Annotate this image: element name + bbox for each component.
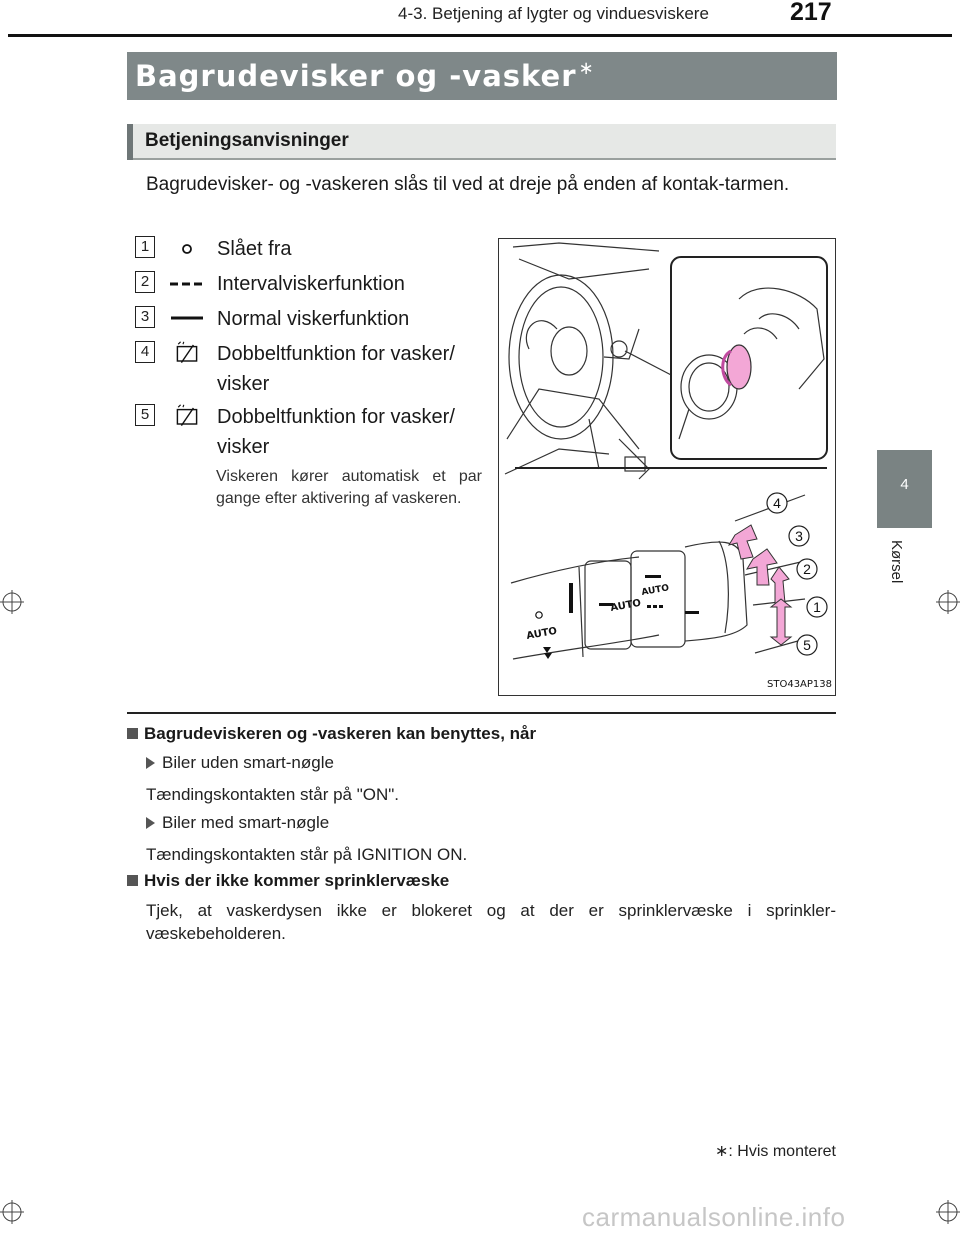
lever-auto-label: AUTO — [525, 625, 558, 642]
figure-code: STO43AP138 — [767, 679, 833, 690]
note-heading: Bagrudeviskeren og -vaskeren kan benyttes, når — [127, 724, 536, 744]
crop-mark-icon — [936, 1200, 960, 1224]
note-text: Tændingskontakten står på "ON". — [146, 785, 400, 804]
item-number-badge: 3 — [135, 306, 155, 328]
crop-mark-icon — [0, 590, 24, 614]
callout-label: 5 — [803, 637, 811, 653]
direction-arrows — [729, 525, 791, 645]
note-heading: Hvis der ikke kommer sprinklervæske — [127, 871, 449, 891]
crop-mark-icon — [936, 590, 960, 614]
dashed-line-icon — [167, 271, 207, 295]
subheader-label: Betjeningsanvisninger — [145, 130, 349, 151]
triangle-bullet-icon — [146, 817, 155, 829]
item-label: Slået fra — [217, 238, 292, 260]
section-title-bar — [127, 52, 837, 100]
lever-auto-label: AUTO — [640, 583, 670, 598]
solid-line-icon — [167, 306, 207, 330]
square-bullet-icon — [127, 728, 138, 739]
intro-text: Bagrudevisker- og -vaskeren slås til ved at dreje på enden af kontak-tarmen. — [146, 174, 790, 195]
item-label: Normal viskerfunktion — [217, 308, 410, 330]
page-number: 217 — [790, 0, 832, 26]
illustration-svg — [499, 239, 835, 695]
note-text: Tændingskontakten står på IGNITION ON. — [146, 845, 468, 864]
footnote: ∗: Hvis monteret — [715, 1143, 836, 1160]
subheader-bar — [127, 124, 836, 160]
wiper-lever-illustration — [498, 238, 836, 696]
steering-wheel-drawing — [505, 243, 675, 479]
callout-label: 4 — [773, 495, 781, 511]
item-number-badge: 1 — [135, 236, 155, 258]
callout-label: 3 — [795, 528, 803, 544]
item-note: Viskeren kører automatisk et par gange efter aktivering af vaskeren. — [216, 468, 482, 507]
chapter-title: 4-3. Betjening af lygter og vinduesviskere — [398, 4, 709, 23]
washer-wiper-icon — [167, 341, 207, 365]
list-item — [135, 404, 475, 464]
chapter-side-tab — [877, 450, 932, 528]
lever-auto-label: AUTO — [609, 597, 642, 614]
optional-mark: ∗ — [578, 58, 595, 79]
callout-label: 2 — [803, 561, 811, 577]
watermark: carmanualsonline.info — [582, 1202, 846, 1232]
square-bullet-icon — [127, 875, 138, 886]
condition-item: Biler uden smart-nøgle — [146, 753, 334, 773]
triangle-bullet-icon — [146, 757, 155, 769]
item-label: Intervalviskerfunktion — [217, 273, 405, 295]
crop-mark-icon — [0, 1200, 24, 1224]
item-number-badge: 4 — [135, 341, 155, 363]
item-label: Dobbeltfunktion for vasker/ visker — [217, 406, 455, 458]
washer-wiper-icon — [167, 404, 207, 428]
off-circle-icon — [167, 236, 207, 260]
header-rule — [8, 34, 952, 37]
item-number-badge: 2 — [135, 271, 155, 293]
list-item — [135, 341, 475, 401]
item-label: Dobbeltfunktion for vasker/ visker — [217, 343, 455, 395]
side-tab-number: 4 — [900, 476, 909, 493]
side-chapter-label: Kørsel — [888, 540, 905, 584]
condition-item: Biler med smart-nøgle — [146, 813, 329, 833]
item-number-badge: 5 — [135, 404, 155, 426]
callout-label: 1 — [813, 599, 821, 615]
note-text: Tjek, at vaskerdysen ikke er blokeret og at der er sprinklervæske i sprinkler-væskebeholderen. — [146, 901, 836, 943]
section-divider — [127, 712, 836, 714]
section-title: Bagrudevisker og -vasker ∗ — [135, 58, 595, 93]
